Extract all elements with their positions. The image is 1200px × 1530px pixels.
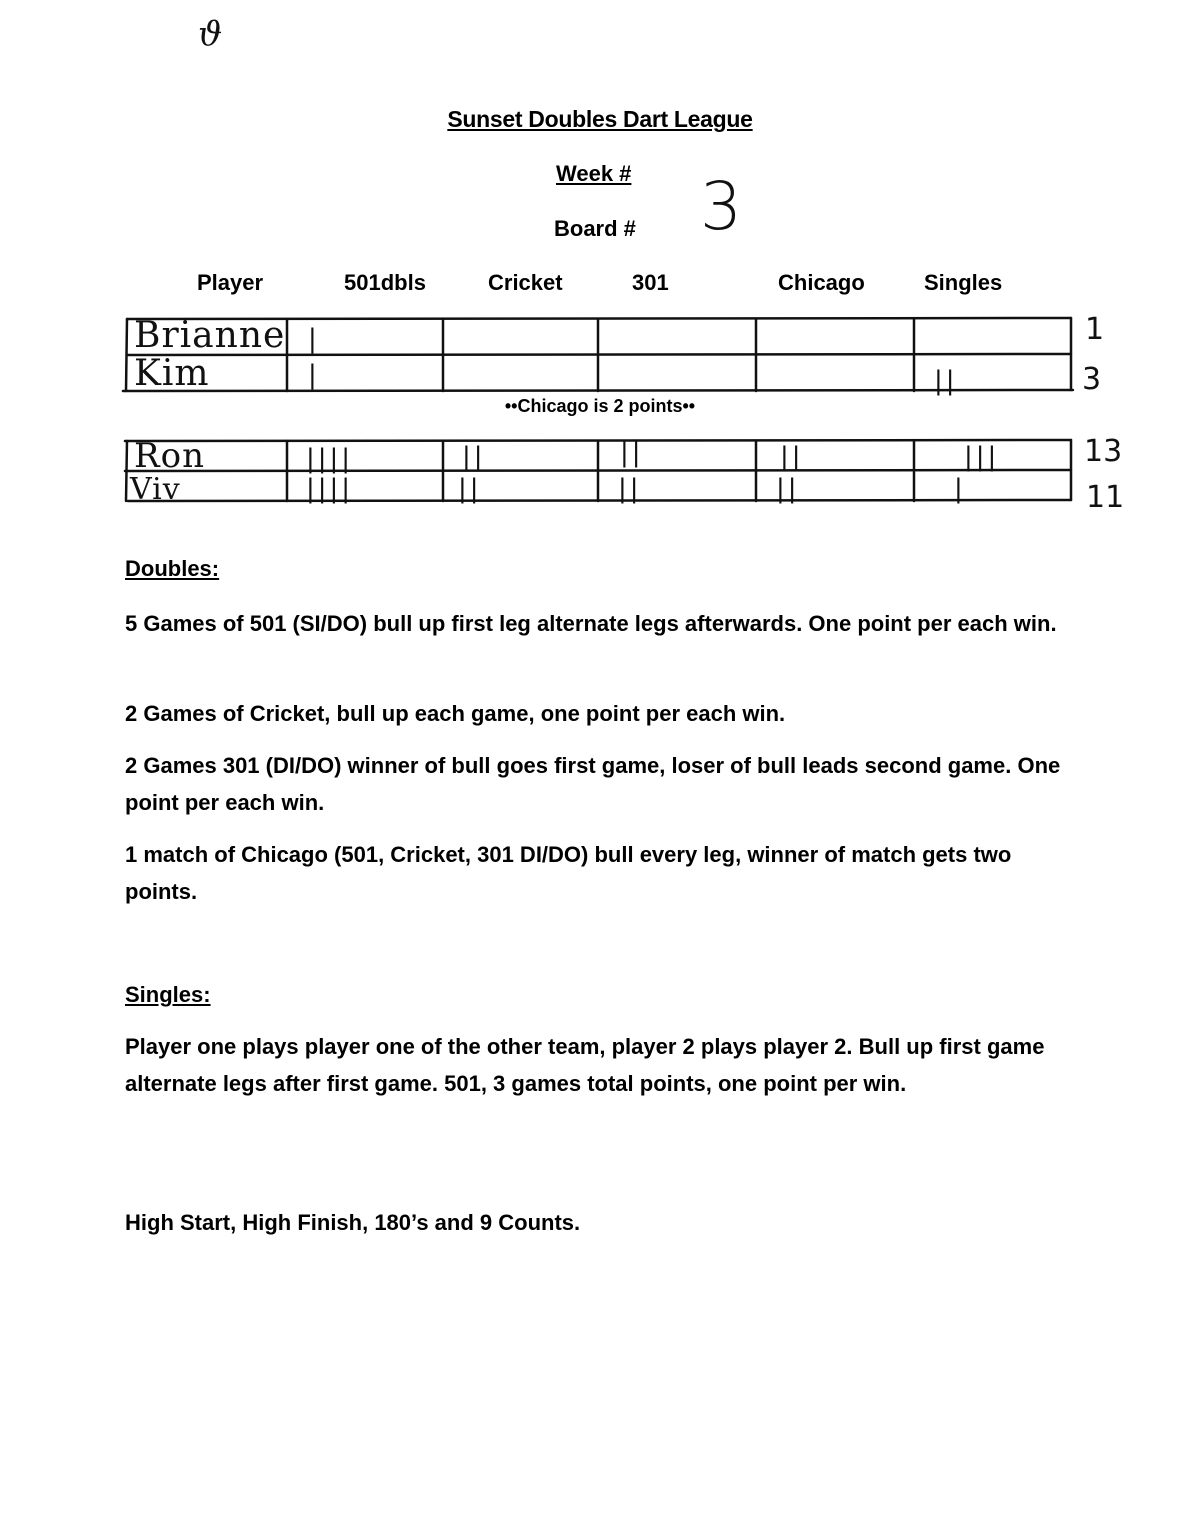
doubles-rule-cricket: 2 Games of Cricket, bull up each game, one point per each win. (125, 701, 786, 726)
player-name: Kim (134, 353, 210, 394)
week-label: Week # (556, 161, 632, 186)
column-header-501dbls: 501dbls (344, 270, 426, 295)
tally-501dbls: | (308, 360, 320, 390)
tally-cricket: || (462, 442, 486, 472)
doubles-rule-301: 2 Games 301 (DI/DO) winner of bull goes first game, loser of bull leads second game. One point per each win. (125, 753, 1061, 815)
tally-301: || (620, 438, 644, 468)
handwritten-corner-mark: ϑ (198, 14, 223, 54)
player-name: Ron (134, 436, 205, 476)
doubles-rule-chicago: 1 match of Chicago (501, Cricket, 301 DI/DO) bull every leg, winner of match gets two points. (125, 842, 1012, 904)
tally-singles: | (954, 474, 966, 504)
tally-501dbls: |||| (306, 474, 354, 504)
column-header-301: 301 (632, 270, 669, 295)
singles-rule: Player one plays player one of the other team, player 2 plays player 2. Bull up first game alternate legs after first game. 501, 3 games total points, one point per win. (125, 1034, 1045, 1096)
team2-player1-total: 13 (1084, 434, 1123, 469)
team1-player1-total: 1 (1085, 312, 1105, 347)
column-header-cricket: Cricket (488, 270, 563, 295)
footer-note: High Start, High Finish, 180’s and 9 Counts. (125, 1210, 581, 1235)
tally-singles: ||| (964, 442, 1000, 472)
team2-player2-total: 11 (1086, 480, 1125, 515)
player-name: Viv (130, 472, 181, 507)
handwritten-board-number: 3 (700, 168, 742, 245)
team1-player2-total: 3 (1082, 362, 1102, 397)
tally-501dbls: |||| (306, 444, 354, 474)
column-header-player: Player (197, 270, 264, 295)
player-name: Brianne (134, 315, 286, 356)
tally-301: || (618, 474, 642, 504)
league-title: Sunset Doubles Dart League (447, 106, 753, 132)
tally-singles: || (934, 366, 958, 396)
column-header-chicago: Chicago (778, 270, 865, 295)
tally-chicago: || (776, 474, 800, 504)
doubles-heading: Doubles: (125, 556, 220, 581)
tally-501dbls: | (308, 324, 320, 354)
chicago-points-note: ••Chicago is 2 points•• (504, 396, 696, 416)
tally-chicago: || (780, 442, 804, 472)
board-label: Board # (554, 216, 636, 241)
column-header-singles: Singles (924, 270, 1003, 295)
tally-cricket: || (458, 474, 482, 504)
doubles-rule-501: 5 Games of 501 (SI/DO) bull up first leg alternate legs afterwards. One point per each win. (125, 611, 1057, 636)
singles-heading: Singles: (125, 982, 211, 1007)
